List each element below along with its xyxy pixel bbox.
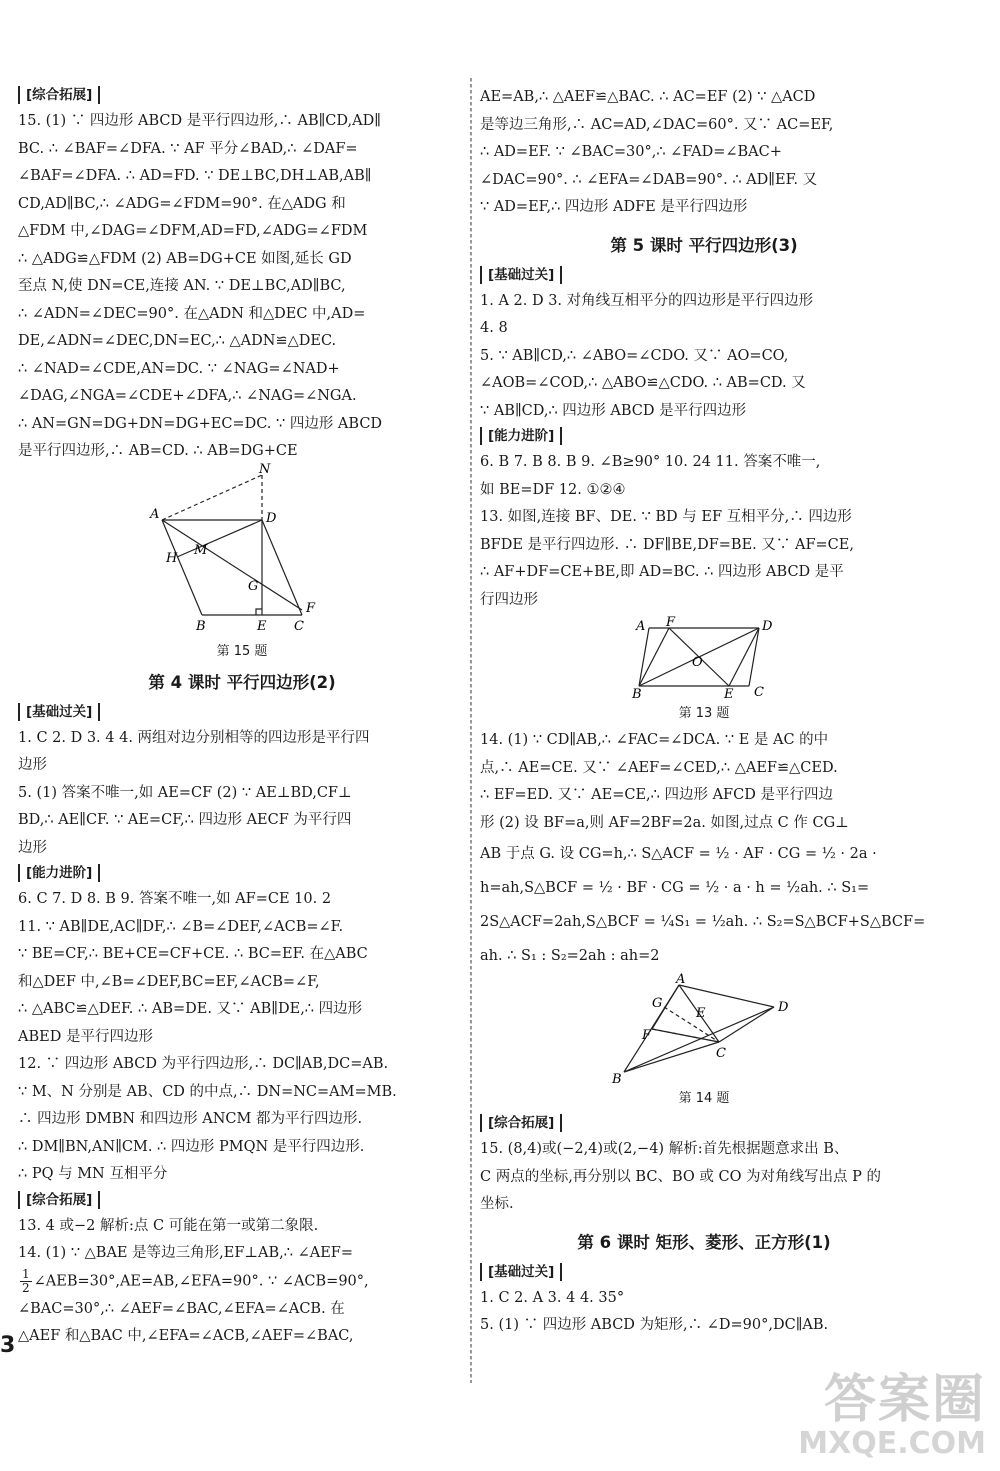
text-line: 13. 如图,连接 BF、DE. ∵ BD 与 EF 互相平分,∴ 四边形 xyxy=(480,509,852,525)
text-line: 6. C 7. D 8. B 9. 答案不唯一,如 AF=CE 10. 2 xyxy=(18,891,332,907)
text-line: ABED 是平行四边形 xyxy=(18,1028,153,1045)
watermark xyxy=(798,1357,986,1461)
lesson-heading: 第 4 课时 平行四边形(2) xyxy=(148,672,336,692)
text-line: ∴ △ABC≌△DEF. ∴ AB=DE. 又∵ AB∥DE,∴ 四边形 xyxy=(18,1001,363,1017)
label-D: D xyxy=(266,510,277,526)
math-line: AB 于点 G. 设 CG=h,∴ S△ACF = ½ · AF · CG = ½ · 2a · xyxy=(480,846,877,862)
label-G: G xyxy=(652,996,663,1011)
text-line: ∵ AD=EF,∴ 四边形 ADFE 是平行四边形 xyxy=(480,199,748,215)
text-line: 和△DEF 中,∠B=∠DEF,BC=EF,∠ACB=∠F, xyxy=(18,973,320,990)
text-line: CD,AD∥BC,∴ ∠ADG=∠FDM=90°. 在△ADG 和 xyxy=(18,195,346,212)
label-C: C xyxy=(754,685,764,700)
label-F: F xyxy=(642,1028,652,1043)
text-line: 11. ∵ AB∥DE,AC∥DF,∴ ∠B=∠DEF,∠ACB=∠F. xyxy=(18,918,344,935)
text-line: ∵ M、N 分别是 AB、CD 的中点,∴ DN=NC=AM=MB. xyxy=(18,1083,397,1100)
right-column xyxy=(480,84,928,1340)
label-B: B xyxy=(196,618,206,634)
figure-caption: 第 13 题 xyxy=(678,706,730,721)
text-line: ∴ AF+DF=CE+BE,即 AD=BC. ∴ 四边形 ABCD 是平 xyxy=(480,564,844,580)
text-line: ∵ BE=CF,∴ BE+CE=CF+CE. ∴ BC=EF. 在△ABC xyxy=(18,946,368,962)
figure-15 xyxy=(142,461,342,640)
figure-13 xyxy=(624,615,784,702)
label-D: D xyxy=(762,619,773,634)
text-line: $\frac{1}{2}$ ∠AEB=30°,AE=AB,∠EFA=90°. ∵ ∠ACB=90°, xyxy=(22,1266,369,1295)
text-line: BD,∴ AE∥CF. ∵ AE=CF,∴ 四边形 AECF 为平行四 xyxy=(18,812,352,828)
text-line: 15. (8,4)或(−2,4)或(2,−4) 解析:首先根据题意求出 B、 xyxy=(480,1141,849,1157)
text-line: 13. 4 或−2 解析:点 C 可能在第一或第二象限. xyxy=(18,1217,319,1234)
text-line: 边形 xyxy=(18,839,47,856)
text-line: 点,∴ AE=CE. 又∵ ∠AEF=∠CED,∴ △AEF≌△CED. xyxy=(480,759,838,776)
page-number: 3 xyxy=(0,1333,16,1358)
text-line: 14. (1) ∵ △BAE 是等边三角形,EF⊥AB,∴ ∠AEF= xyxy=(18,1245,354,1261)
label-C: C xyxy=(716,1046,726,1061)
figure-caption: 第 14 题 xyxy=(678,1091,730,1106)
text-line: △AEF 和△BAC 中,∠EFA=∠ACB,∠AEF=∠BAC, xyxy=(18,1328,354,1344)
text-line: 12. ∵ 四边形 ABCD 为平行四边形,∴ DC∥AB,DC=AB. xyxy=(18,1056,389,1072)
text-line: ∠BAC=30°,∴ ∠AEF=∠BAC,∠EFA=∠ACB. 在 xyxy=(18,1300,345,1317)
fraction: $\frac{1}{2}$ xyxy=(22,1266,30,1295)
section-tag: [基础过关] xyxy=(480,1263,562,1281)
text-line: ∠DAC=90°. ∴ ∠EFA=∠DAB=90°. ∴ AD∥EF. 又 xyxy=(480,171,818,188)
text-line: 5. ∵ AB∥CD,∴ ∠ABO=∠CDO. 又∵ AO=CO, xyxy=(480,347,789,364)
text-line: ∴ 四边形 DMBN 和四边形 ANCM 都为平行四边形. xyxy=(18,1111,363,1127)
section-tag: [综合拓展] xyxy=(480,1114,562,1132)
math-line: ah. ∴ S₁ : S₂=2ah : ah=2 xyxy=(480,948,660,964)
label-H: H xyxy=(166,550,178,566)
text-line: 如 BE=DF 12. ①②④ xyxy=(480,481,626,498)
section-tag: [综合拓展] xyxy=(18,86,100,104)
figure-14 xyxy=(604,972,804,1087)
text-line: 至点 N,使 DN=CE,连接 AN. ∵ DE⊥BC,AD∥BC, xyxy=(18,278,346,294)
text-line: 1. C 2. D 3. 4 4. 两组对边分别相等的四边形是平行四 xyxy=(18,729,370,746)
label-E: E xyxy=(724,687,734,702)
text-line: AE=AB,∴ △AEF≌△BAC. ∴ AC=EF (2) ∵ △ACD xyxy=(480,89,816,105)
label-F: F xyxy=(306,600,316,616)
text-line: ∵ AB∥CD,∴ 四边形 ABCD 是平行四边形 xyxy=(480,402,747,419)
text-line: 1. A 2. D 3. 对角线互相平分的四边形是平行四边形 xyxy=(480,292,814,309)
left-column xyxy=(18,84,466,1351)
label-O: O xyxy=(692,655,703,670)
text-line: ∴ PQ 与 MN 互相平分 xyxy=(18,1166,168,1182)
label-B: B xyxy=(612,1072,622,1087)
text-line: 坐标. xyxy=(480,1196,514,1212)
text-line: DE,∠ADN=∠DEC,DN=EC,∴ △ADN≌△DEC. xyxy=(18,333,337,349)
text-line: BFDE 是平行四边形. ∴ DF∥BE,DF=BE. 又∵ AF=CE, xyxy=(480,536,854,553)
text-line: 15. (1) ∵ 四边形 ABCD 是平行四边形,∴ AB∥CD,AD∥ xyxy=(18,113,381,129)
section-tag: [能力进阶] xyxy=(480,427,562,445)
text-line: C 两点的坐标,再分别以 BC、BO 或 CO 为对角线写出点 P 的 xyxy=(480,1168,882,1185)
text-line: 形 (2) 设 BF=a,则 AF=2BF=2a. 如图,过点 C 作 CG⊥ xyxy=(480,814,849,831)
math-line: 2S△ACF=2ah,S△BCF = ¼S₁ = ½ah. ∴ S₂=S△BCF+S△BCF= xyxy=(480,914,926,930)
label-N: N xyxy=(259,461,271,477)
text-line: 5. (1) 答案不唯一,如 AE=CF (2) ∵ AE⊥BD,CF⊥ xyxy=(18,784,352,801)
text-line: 14. (1) ∵ CD∥AB,∴ ∠FAC=∠DCA. ∵ E 是 AC 的中 xyxy=(480,732,829,748)
label-A: A xyxy=(636,619,646,634)
text-line: 行四边形 xyxy=(480,591,538,608)
text-line: ∠BAF=∠DFA. ∴ AD=FD. ∵ DE⊥BC,DH⊥AB,AB∥ xyxy=(18,168,372,184)
text-line: ∴ △ADG≌△FDM (2) AB=DG+CE 如图,延长 GD xyxy=(18,250,352,267)
text-line: ∴ AD=EF. ∵ ∠BAC=30°,∴ ∠FAD=∠BAC+ xyxy=(480,144,782,160)
text-line: ∴ DM∥BN,AN∥CM. ∴ 四边形 PMQN 是平行四边形. xyxy=(18,1138,365,1155)
label-M: M xyxy=(194,542,208,558)
label-D: D xyxy=(778,1000,789,1015)
section-tag: [能力进阶] xyxy=(18,864,100,882)
lesson-heading: 第 6 课时 矩形、菱形、正方形(1) xyxy=(577,1232,831,1252)
column-divider xyxy=(470,78,472,1383)
text-line: 是平行四边形,∴ AB=CD. ∴ AB=DG+CE xyxy=(18,443,298,459)
text-line: 1. C 2. A 3. 4 4. 35° xyxy=(480,1289,625,1306)
label-E: E xyxy=(696,1006,706,1021)
watermark-url: MXQE.COM xyxy=(798,1426,986,1461)
text-line: ∴ ∠ADN=∠DEC=90°. 在△ADN 和△DEC 中,AD= xyxy=(18,305,366,322)
text-line: ∴ EF=ED. 又∵ AE=CE,∴ 四边形 AFCD 是平行四边 xyxy=(480,787,833,803)
label-C: C xyxy=(294,618,304,634)
text-line: ∠AOB=∠COD,∴ △ABO≌△CDO. ∴ AB=CD. 又 xyxy=(480,375,806,391)
lesson-heading: 第 5 课时 平行四边形(3) xyxy=(610,235,798,255)
label-A: A xyxy=(150,506,160,522)
text-line: 边形 xyxy=(18,757,47,773)
text-line: △FDM 中,∠DAG=∠DFM,AD=FD,∠ADG=∠FDM xyxy=(18,223,368,239)
math-line: h=ah,S△BCF = ½ · BF · CG = ½ · a · h = ½ah. ∴ S₁= xyxy=(480,880,870,896)
text-line: 是等边三角形,∴ AC=AD,∠DAC=60°. 又∵ AC=EF, xyxy=(480,116,834,133)
figure-caption: 第 15 题 xyxy=(216,643,268,659)
label-A: A xyxy=(676,972,686,987)
section-tag: [基础过关] xyxy=(18,703,100,721)
section-tag: [综合拓展] xyxy=(18,1191,100,1209)
text-line: 4. 8 xyxy=(480,320,508,336)
text-line: ∴ AN=GN=DG+DN=DG+EC=DC. ∵ 四边形 ABCD xyxy=(18,415,383,432)
label-G: G xyxy=(248,578,259,594)
text-line: ∴ ∠NAD=∠CDE,AN=DC. ∵ ∠NAG=∠NAD+ xyxy=(18,360,340,377)
text-line: ∠DAG,∠NGA=∠CDE+∠DFA,∴ ∠NAG=∠NGA. xyxy=(18,388,357,404)
watermark-text: 答案圈 xyxy=(823,1370,986,1430)
label-E: E xyxy=(257,618,267,634)
answer-15 xyxy=(18,108,466,466)
text-line: 5. (1) ∵ 四边形 ABCD 为矩形,∴ ∠D=90°,DC∥AB. xyxy=(480,1317,829,1333)
section-tag: [基础过关] xyxy=(480,266,562,284)
label-F: F xyxy=(666,615,676,630)
text-line: BC. ∴ ∠BAF=∠DFA. ∵ AF 平分∠BAD,∴ ∠DAF= xyxy=(18,140,358,157)
text-line: 6. B 7. B 8. B 9. ∠B≥90° 10. 24 11. 答案不唯一, xyxy=(480,454,821,470)
label-B: B xyxy=(632,687,642,702)
